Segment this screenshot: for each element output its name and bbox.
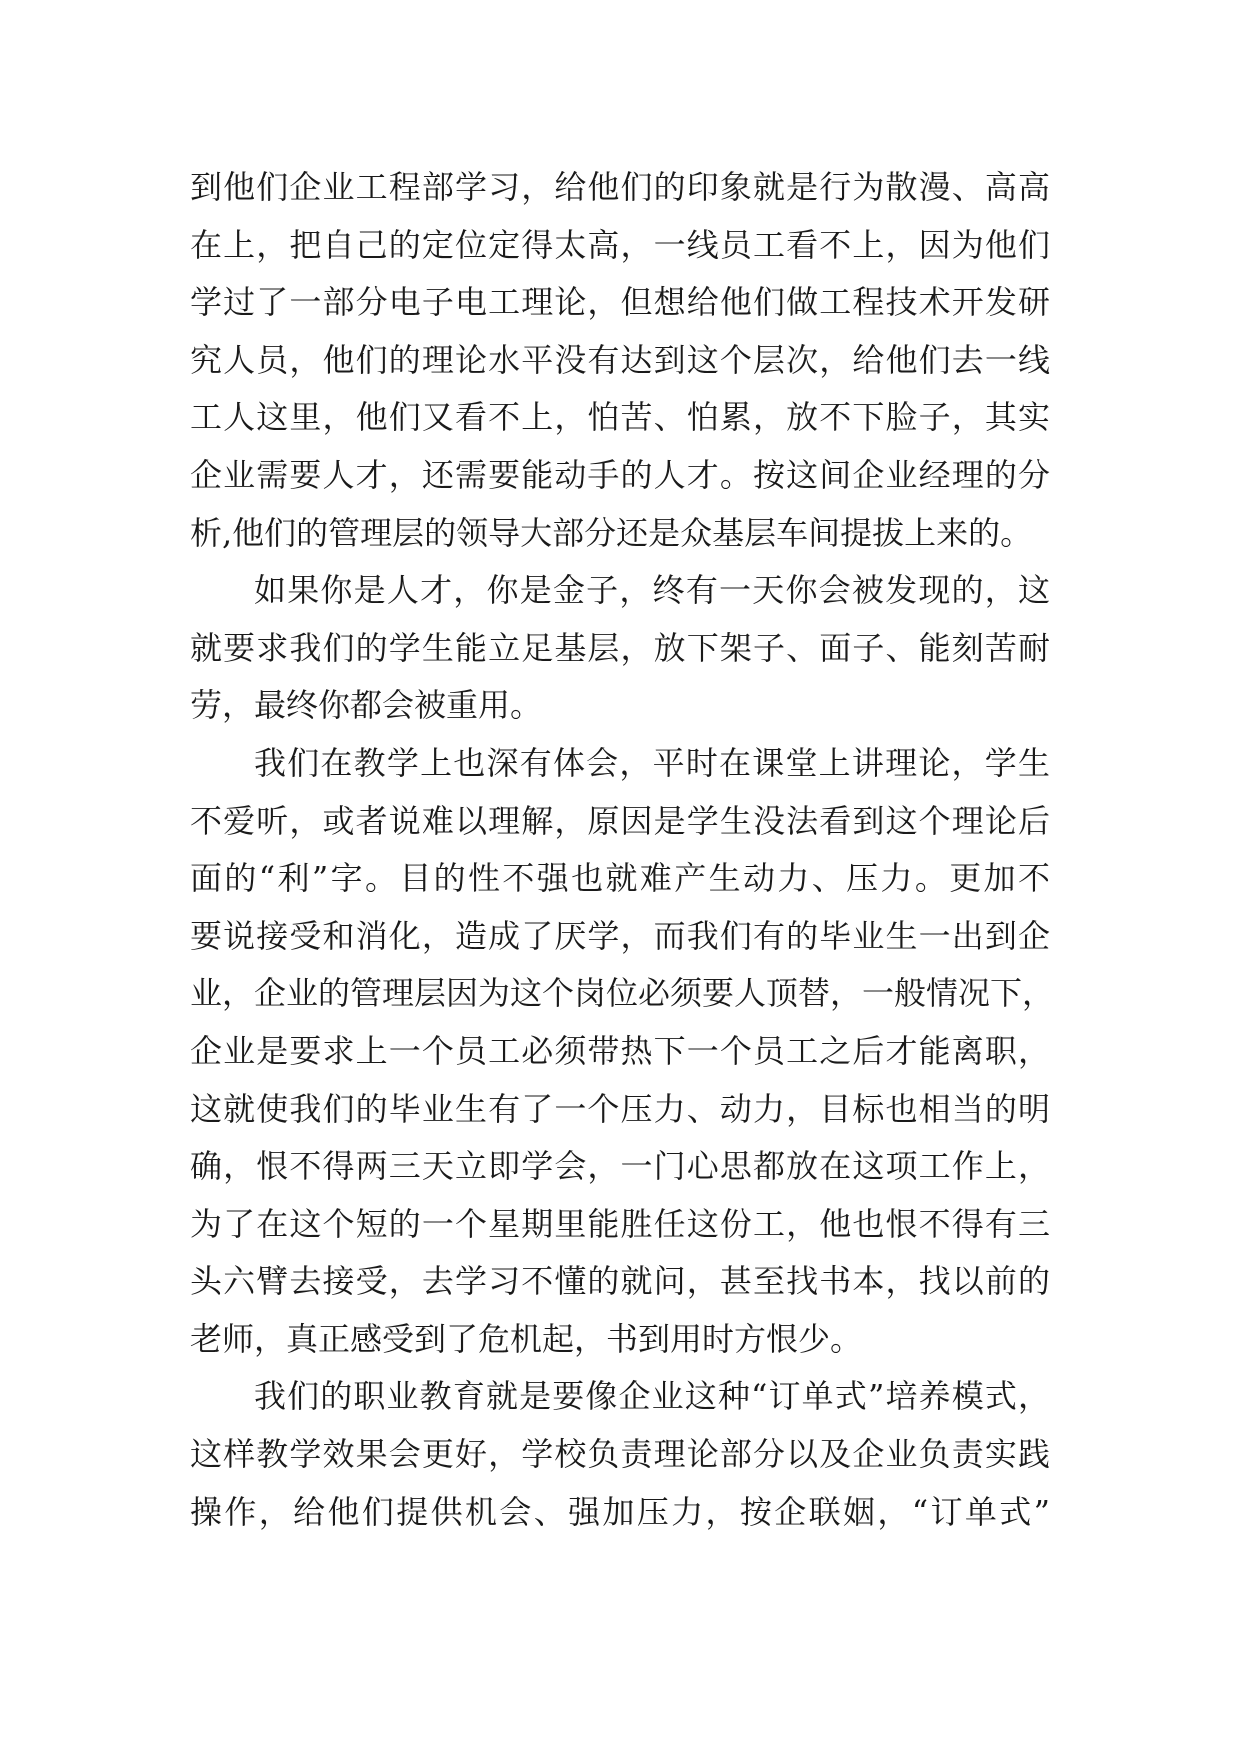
text-line: 我们在教学上也深有体会，平时在课堂上讲理论，学生 xyxy=(254,743,1050,782)
paragraph-3 xyxy=(190,735,1055,1369)
text-line: 业，企业的管理层因为这个岗位必须要人顶替，一般情况下， xyxy=(190,974,1055,1013)
text-line: 不爱听，或者说难以理解，原因是学生没法看到这个理论后 xyxy=(190,801,1050,840)
text-line: 头六臂去接受，去学习不懂的就问，甚至找书本，找以前的 xyxy=(190,1262,1050,1301)
text-line: 确，恨不得两三天立即学会，一门心思都放在这项工作上， xyxy=(190,1147,1050,1186)
text-line: 就要求我们的学生能立足基层，放下架子、面子、能刻苦耐 xyxy=(190,628,1050,667)
text-line: 究人员，他们的理论水平没有达到这个层次，给他们去一线 xyxy=(190,340,1050,379)
text-line: 如果你是人才，你是金子，终有一天你会被发现的，这 xyxy=(254,571,1050,610)
text-line: 老师，真正感受到了危机起，书到用时方恨少。 xyxy=(190,1319,863,1358)
text-line: 操作，给他们提供机会、强加压力，按企联姻，“订单式” xyxy=(190,1492,1050,1531)
text-line: 工人这里，他们又看不上，怕苦、怕累，放不下脸子，其实 xyxy=(190,398,1050,437)
paragraph-2 xyxy=(190,562,1050,735)
paragraph-4 xyxy=(190,1368,1050,1541)
text-line: 这样教学效果会更好，学校负责理论部分以及企业负责实践 xyxy=(190,1435,1050,1474)
text-line: 析,他们的管理层的领导大部分还是众基层车间提拔上来的。 xyxy=(190,513,1033,552)
text-line: 劳，最终你都会被重用。 xyxy=(190,686,543,725)
text-line: 为了在这个短的一个星期里能胜任这份工，他也恨不得有三 xyxy=(190,1204,1050,1243)
text-line: 在上，把自己的定位定得太高，一线员工看不上，因为他们 xyxy=(190,225,1050,264)
text-line: 面的“利”字。目的性不强也就难产生动力、压力。更加不 xyxy=(190,859,1050,898)
text-line: 企业是要求上一个员工必须带热下一个员工之后才能离职， xyxy=(190,1031,1050,1070)
text-line: 要说接受和消化，造成了厌学，而我们有的毕业生一出到企 xyxy=(190,916,1050,955)
paragraph-1 xyxy=(190,159,1050,562)
text-line: 企业需要人才，还需要能动手的人才。按这间企业经理的分 xyxy=(190,455,1050,494)
text-line: 我们的职业教育就是要像企业这种“订单式”培养模式， xyxy=(254,1377,1050,1416)
body-text xyxy=(190,159,1055,1541)
text-line: 这就使我们的毕业生有了一个压力、动力，目标也相当的明 xyxy=(190,1089,1050,1128)
text-line: 学过了一部分电子电工理论，但想给他们做工程技术开发研 xyxy=(190,283,1050,322)
text-line: 到他们企业工程部学习，给他们的印象就是行为散漫、高高 xyxy=(190,168,1050,206)
